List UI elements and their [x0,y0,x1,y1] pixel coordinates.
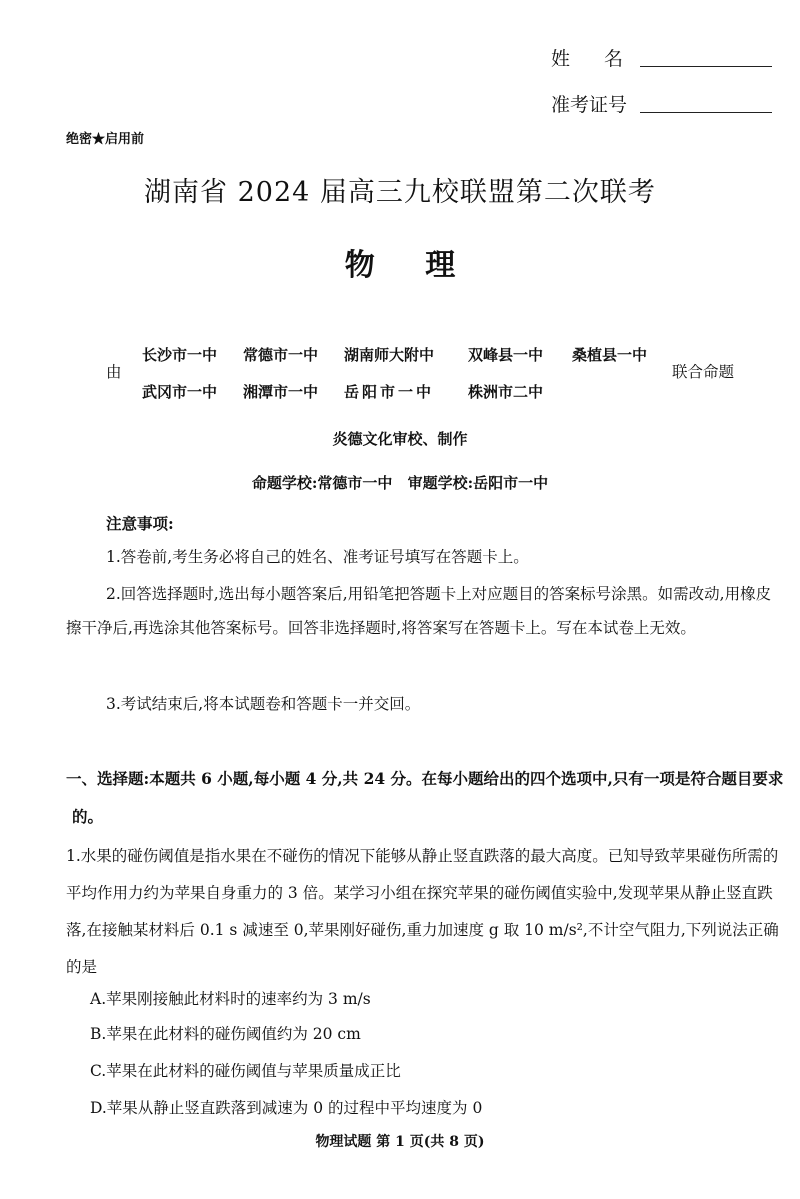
school-name: 常德市一中 [243,346,319,364]
notice-item: 3.考试结束后,将本试题卷和答题卡一并交回。 [106,695,421,713]
page-footer: 物理试题 第 1 页(共 8 页) [315,1134,485,1150]
school-name: 双峰县一中 [468,346,544,364]
exam-title: 湖南省 2024 届高三九校联盟第二次联考 [144,177,656,208]
confidential-mark: 绝密★启用前 [66,132,145,147]
schools-prefix: 由 [106,363,122,381]
school-name: 湖南师大附中 [344,346,435,364]
option-b: B.苹果在此材料的碰伤阈值约为 20 cm [90,1025,361,1043]
school-name: 武冈市一中 [142,383,218,401]
exam-id-field[interactable] [640,112,772,113]
question-stem: 1.水果的碰伤阈值是指水果在不碰伤的情况下能够从静止竖直跌落的最大高度。已知导致苹果碰伤所需的平均作用力约为苹果自身重力的 3 倍。某学习小组在探究苹果的碰伤阈值实验中,发现苹果从静止竖直跌落,在接触某材料后 0.1 s 减速至 0,苹果刚好碰伤,重力加速度 g 取 10 m/s²,不计空气阻力,下列说法正确的是 [66,847,779,976]
notice-item: 2.回答选择题时,选出每小题答案后,用铅笔把答题卡上对应题目的答案标号涂黑。如需改动,用橡皮擦干净后,再选涂其他答案标号。回答非选择题时,将答案写在答题卡上。写在本试卷上无效。 [66,585,772,637]
schools-suffix: 联合命题 [672,363,735,381]
school-name: 桑植县一中 [572,346,648,364]
exam-id-label: 准考证号 [551,94,628,116]
name-label: 姓 名 [551,48,638,70]
notice-item: 1.答卷前,考生务必将自己的姓名、准考证号填写在答题卡上。 [106,548,529,566]
setters-line: 命题学校:常德市一中 审题学校:岳阳市一中 [251,474,549,492]
option-d: D.苹果从静止竖直跌落到减速为 0 的过程中平均速度为 0 [90,1099,483,1117]
school-name: 湘潭市一中 [243,383,319,401]
subject-title: 物 理 [344,248,456,283]
option-a: A.苹果刚接触此材料时的速率约为 3 m/s [90,990,371,1008]
school-name: 岳阳市一中 [344,383,435,401]
name-field[interactable] [640,66,772,67]
school-name: 长沙市一中 [142,346,218,364]
option-c: C.苹果在此材料的碰伤阈值与苹果质量成正比 [90,1062,401,1080]
producer-line: 炎德文化审校、制作 [332,430,468,448]
school-name: 株洲市二中 [468,383,544,401]
notice-heading: 注意事项: [106,514,174,533]
section-heading: 一、选择题:本题共 6 小题,每小题 4 分,共 24 分。在每小题给出的四个选项中,只有一项是符合题目要求的。 [66,769,784,826]
